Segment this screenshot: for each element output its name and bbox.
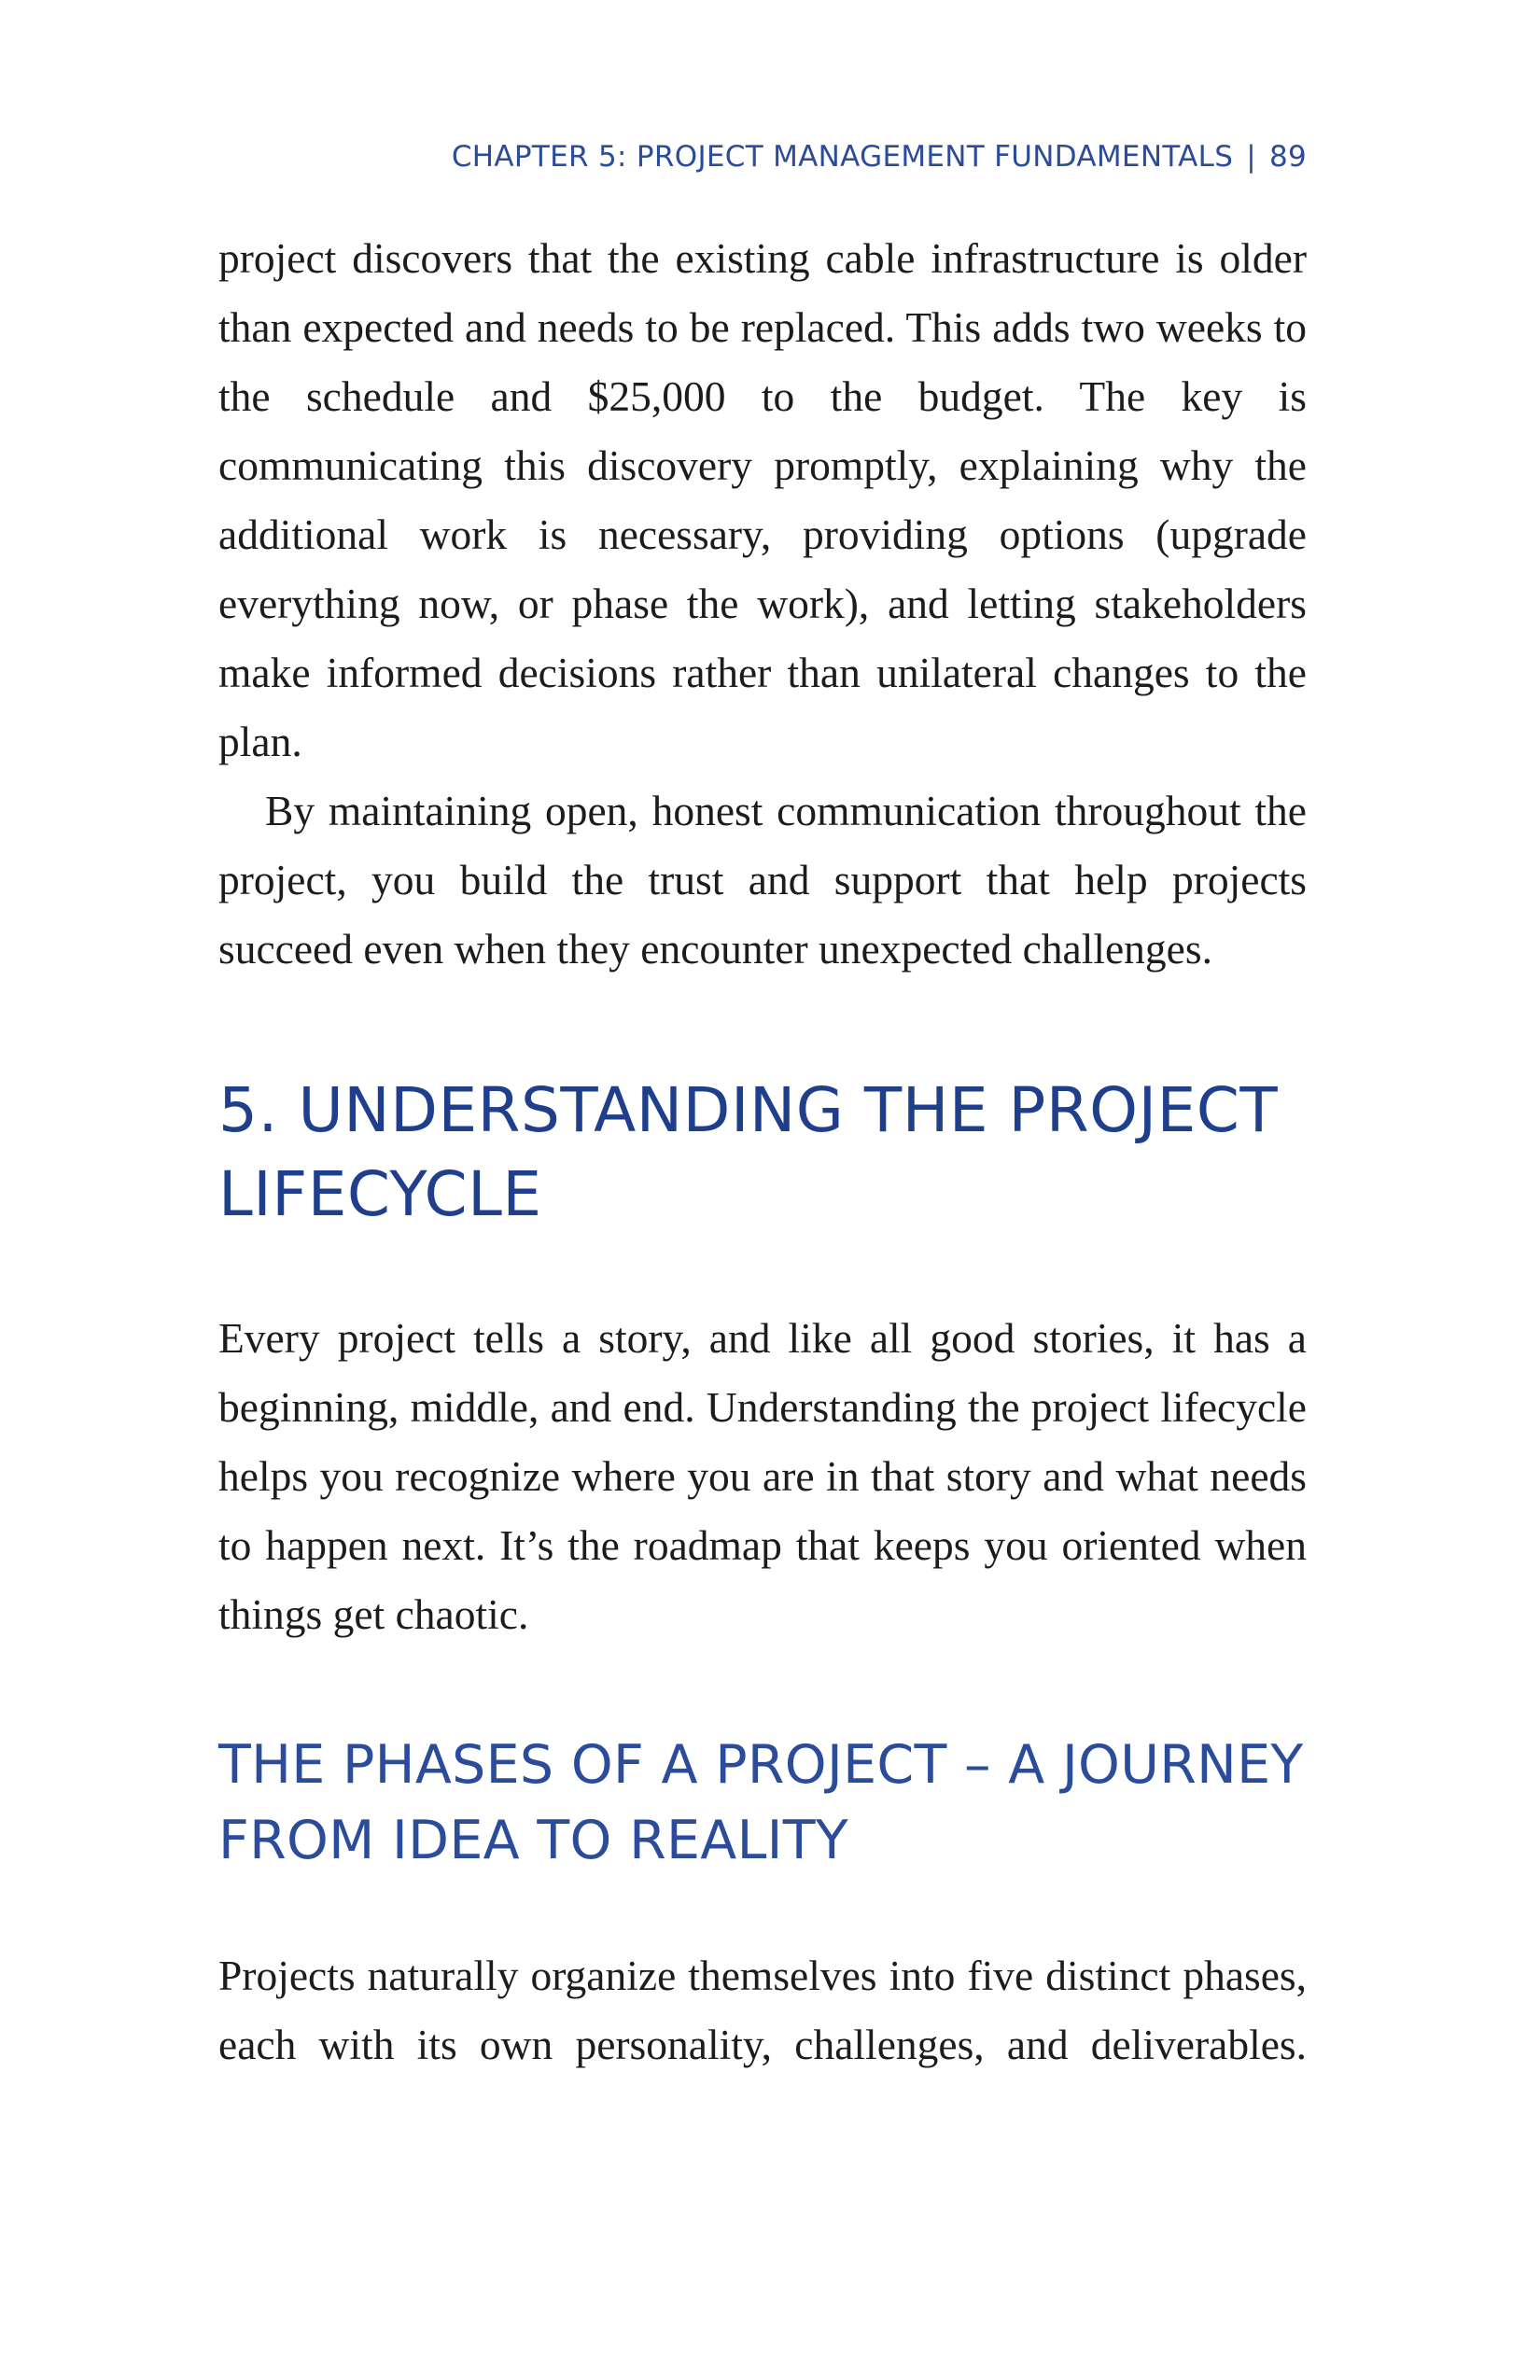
chapter-title: CHAPTER 5: PROJECT MANAGEMENT FUNDAMENTALS <box>451 140 1234 174</box>
paragraph-continued: project discovers that the existing cable infrastructure is older than expected and needs to be replaced. This adds two weeks to the schedule and $25,000 to the budget. The key is communicating this discovery promptly, explaining why the additional work is necessary, providing options (upgrade everything now, or phase the work), and letting stakeholders make informed decisions rather than unilateral changes to the plan. <box>218 234 1307 765</box>
paragraph-trust: By maintaining open, honest communication throughout the project, you build the trust and support that help projects succeed even when they encounter unexpected challenges. <box>218 787 1307 973</box>
body-text-block <box>218 1304 1307 1649</box>
section-heading: 5. UNDERSTANDING THE PROJECT LIFECYCLE <box>218 1074 1279 1230</box>
page-number: 89 <box>1268 140 1307 174</box>
running-header <box>218 140 1307 174</box>
header-separator: | <box>1246 140 1256 174</box>
paragraph-phases: Projects naturally organize themselves into five distinct phases, each with its own personality, challenges, and deliverables. <box>218 1952 1307 2068</box>
paragraph-story: Every project tells a story, and like all good stories, it has a beginning, middle, and end. Understanding the project lifecycle helps you recognize where you are in that story and what needs to happen next. It’s the roadmap that keeps you oriented when things get chaotic. <box>218 1314 1307 1638</box>
body-text-block <box>218 224 1307 984</box>
subsection-heading: THE PHASES OF A PROJECT – A JOURNEY FROM IDEA TO REALITY <box>218 1734 1304 1871</box>
body-text-block <box>218 1941 1307 2079</box>
